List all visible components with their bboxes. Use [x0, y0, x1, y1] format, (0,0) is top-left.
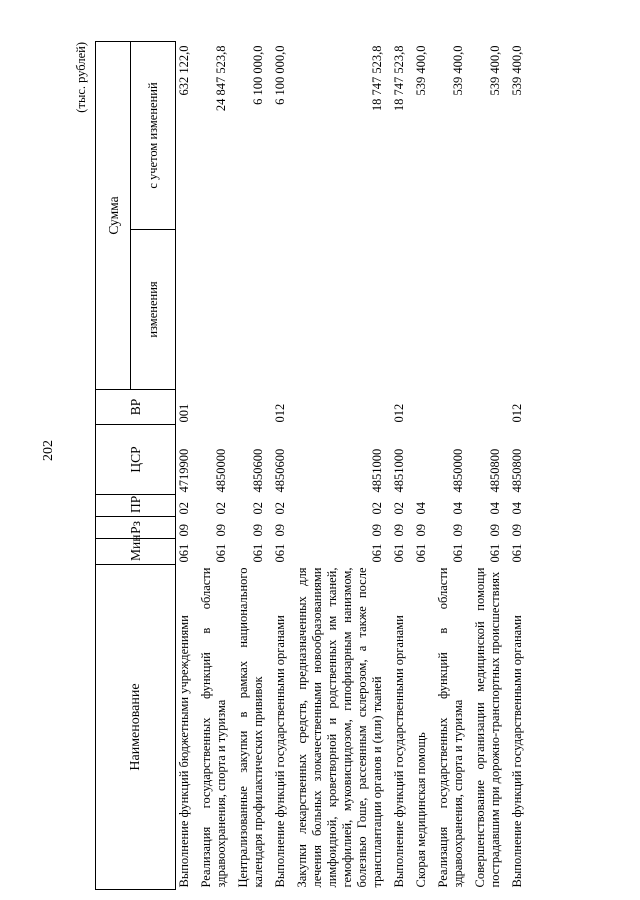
units-note: (тыс. рублей): [74, 42, 88, 113]
table-row: [290, 41, 387, 889]
table-header: [96, 41, 176, 889]
row-changes: [231, 230, 268, 390]
row-total: 539 400,0: [414, 45, 428, 96]
row-total: 24 847 523,8: [214, 45, 228, 112]
row-min: 061: [177, 543, 191, 563]
row-changes: [268, 230, 290, 390]
row-pr: 02: [251, 502, 265, 515]
row-csr: 4850600: [273, 448, 287, 493]
header-with-changes: с учетом изменений: [131, 41, 176, 229]
row-rz: 09: [510, 524, 524, 537]
table-row: [231, 41, 268, 889]
row-rz: 09: [392, 524, 406, 537]
table-row: [505, 41, 527, 889]
header-pr: ПР: [96, 495, 176, 517]
table-row: [409, 41, 431, 889]
row-pr: 02: [214, 502, 228, 515]
row-vr: 012: [510, 403, 524, 423]
row-vr: [431, 390, 468, 425]
row-changes: [468, 230, 505, 390]
table-row: [194, 41, 231, 889]
header-changes: изменения: [131, 230, 176, 390]
row-csr: 4850800: [488, 448, 502, 493]
row-name: Централизованные закупки в рамках национального календаря профилактических прививок: [236, 567, 265, 888]
table-row: [176, 41, 195, 889]
row-rz: 09: [273, 524, 287, 537]
row-changes: [387, 230, 409, 390]
row-name: Скорая медицинская помощь: [414, 732, 428, 888]
row-vr: 012: [273, 403, 287, 423]
row-total: 539 400,0: [488, 45, 502, 96]
row-pr: 02: [177, 502, 191, 515]
row-vr: 012: [392, 403, 406, 423]
row-pr: 04: [451, 502, 465, 515]
row-rz: 09: [177, 524, 191, 537]
row-vr: [468, 390, 505, 425]
row-total: 18 747 523,8: [370, 45, 384, 112]
row-vr: 001: [177, 403, 191, 423]
row-min: 061: [214, 543, 228, 563]
row-total: 539 400,0: [510, 45, 524, 96]
row-csr: [409, 425, 431, 495]
table-row: [468, 41, 505, 889]
row-changes: [194, 230, 231, 390]
header-vr: ВР: [96, 390, 176, 425]
row-pr: 04: [488, 502, 502, 515]
row-changes: [176, 230, 195, 390]
header-min: Мин: [96, 539, 176, 565]
row-min: 061: [392, 543, 406, 563]
rotated-table-region: [74, 42, 579, 890]
row-name: Выполнение функций государственными органами: [273, 615, 287, 888]
row-min: 061: [370, 543, 384, 563]
row-csr: 4851000: [370, 448, 384, 493]
row-rz: 09: [488, 524, 502, 537]
row-name: Совершенствование организации медицинской помощи пострадавшим при дорожно-транспортных происшествиях: [473, 567, 502, 888]
row-rz: 09: [451, 524, 465, 537]
table-row: [268, 41, 290, 889]
header-sum: Сумма: [96, 41, 131, 389]
table-row: [387, 41, 409, 889]
row-total: 6 100 000,0: [273, 45, 287, 105]
row-min: 061: [451, 543, 465, 563]
row-changes: [431, 230, 468, 390]
header-name: Наименование: [96, 565, 176, 890]
table-row: [431, 41, 468, 889]
row-name: Реализация государственных функций в области здравоохранения, спорта и туризма: [436, 567, 465, 888]
row-pr: 02: [273, 502, 287, 515]
row-name: Реализация государственных функций в области здравоохранения, спорта и туризма: [199, 567, 228, 888]
row-pr: 02: [370, 502, 384, 515]
row-csr: 4850000: [451, 448, 465, 493]
row-changes: [290, 230, 387, 390]
row-rz: 09: [414, 524, 428, 537]
row-changes: [505, 230, 527, 390]
row-csr: 4850000: [214, 448, 228, 493]
row-vr: [194, 390, 231, 425]
row-min: 061: [251, 543, 265, 563]
row-min: 061: [488, 543, 502, 563]
row-total: 18 747 523,8: [392, 45, 406, 112]
row-pr: 04: [414, 502, 428, 515]
row-rz: 09: [370, 524, 384, 537]
budget-table: [95, 41, 527, 890]
row-rz: 09: [251, 524, 265, 537]
row-csr: 4719900: [177, 448, 191, 493]
row-name: Выполнение функций бюджетными учреждениями: [177, 615, 191, 888]
row-changes: [409, 230, 431, 390]
row-vr: [231, 390, 268, 425]
row-total: 632 122,0: [177, 45, 191, 96]
row-name: Выполнение функций государственными органами: [392, 615, 406, 888]
row-rz: 09: [214, 524, 228, 537]
header-rz: Рз: [96, 517, 176, 539]
row-name: Закупки лекарственных средств, предназначенных для лечения больных злокачественными новообразованиями лимфоидной, кроветворной и родственных им тканей, гемофилией, муковисцидозом, гипофизарным нанизмом, болезнью Гоше, рассеянным склерозом, а также после трансплантации органов и (или) тканей: [295, 567, 384, 888]
row-min: 061: [273, 543, 287, 563]
row-pr: 02: [392, 502, 406, 515]
row-name: Выполнение функций государственными органами: [510, 615, 524, 888]
header-csr: ЦСР: [96, 425, 176, 495]
page-number: 202: [41, 440, 56, 461]
row-total: 6 100 000,0: [251, 45, 265, 105]
row-total: 539 400,0: [451, 45, 465, 96]
row-vr: [290, 390, 387, 425]
row-csr: 4851000: [392, 448, 406, 493]
row-csr: 4850800: [510, 448, 524, 493]
row-pr: 04: [510, 502, 524, 515]
row-min: 061: [414, 543, 428, 563]
row-csr: 4850600: [251, 448, 265, 493]
row-min: 061: [510, 543, 524, 563]
table-body: [176, 41, 528, 889]
row-vr: [409, 390, 431, 425]
